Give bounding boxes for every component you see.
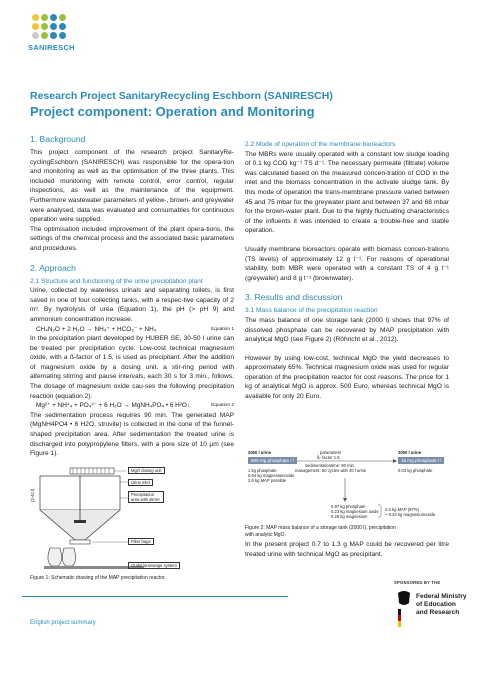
footer-label: English project summary [30, 620, 96, 626]
params-title: parameters [320, 450, 342, 455]
logo-dot [32, 14, 39, 21]
label-outlet: Outlet to sewage system [128, 562, 180, 569]
logo-dot [59, 14, 66, 21]
approach-paragraph-3: The sedimentation process requires 90 min. The generated MAP (MgNH4PO4 • 6 H2O, struvite) is collected in the cone of the funnel-shaped precipitation area. After sedimentation the treated urine is discharged into polypropylene filters, with a pore size of 10 µm (see Figure 1). [30, 411, 234, 458]
approach-heading: 2. Approach [30, 262, 76, 273]
ministry-line-2: of Education [416, 601, 456, 608]
output-title: 2000 l urine [398, 450, 422, 455]
figure-2-caption [245, 525, 396, 539]
output-concentration: 15 mg phosphate / l [398, 457, 444, 464]
params-management: management: 50 cycles with 40 l urine [295, 468, 367, 473]
input-title: 2000 l urine [248, 450, 272, 455]
logo-dot [59, 32, 66, 39]
label-urine-inlet: Urine inlet [128, 479, 153, 486]
footer-divider [22, 596, 288, 597]
background-paragraph-2: The optimisation included improvement of the plant opera-tions, the settings of the chemical process and the associated basic parameters and procedures. [30, 225, 234, 252]
results-heading: 3. Results and discussion [245, 292, 343, 303]
logo-dot [50, 14, 57, 21]
results-subheading: 3.1 Mass balance of the precipitation reaction [245, 307, 378, 315]
params-beta: ß- factor 1.5 [317, 455, 340, 460]
equation-2-label: Equation 2 [211, 403, 234, 409]
ministry-line-1: Federal Ministry [416, 593, 467, 600]
results-paragraph-2: However by using low-cost, technical MgO the yield decreases to approximately 65%. Technical magnesium oxide was used for regular operation of the precipitation reactor for cost reasons. The price for 1 kg of analytical MgO is approx. 500 Euro, whereas technical MgO is available for only 20 Euro. [245, 354, 449, 401]
ministry-name [416, 593, 467, 617]
mbr-subheading: 2.2 Mode of operation of the membrane bioreactors [245, 141, 396, 148]
input-note-1: 1 kg phosphate [248, 468, 277, 473]
params-sedimentation: sedimentationtime: 90 min [305, 463, 354, 468]
figure-2-caption-line-2: with analytic MgO. [245, 532, 286, 538]
label-precipitation-area: Precipitation area with stirrer [128, 491, 164, 503]
figure-1-precipitation-reactor [30, 462, 210, 572]
input-note-3: 2.6 kg MAP possible [248, 478, 287, 483]
result-magnesium: 0.25 kg magnesium [331, 514, 368, 519]
logo-dot [41, 23, 48, 30]
mbr-paragraph-2: Usually membrane bioreactors operate with biomass concen-trations (TS levels) of approximately 12 g l⁻¹. For reasons of operational stability, both MBR were operated with a constant TS of 4 g l⁻¹ (greywater) and 8 g l⁻¹ (brownwater). [245, 245, 449, 282]
result-map: 2.5 kg MAP (97%) [385, 507, 419, 512]
results-paragraph-1: The mass balance of one storage tank (2000 l) shows that 97% of dissolved phosphate can be recovered by MAP precipitation with analytical MgO (see Figure 2) (Röhricht et al., 2012). [245, 316, 449, 344]
approach-paragraph-1: Urine, collected by waterless urinals and separating toilets, is first saved in one of four collecting tanks, with a respec-tive capacity of 2 m³. By hydrolysis of urea (Equation 1), the pH (> pH 9) and ammonium concentration increase. [30, 287, 234, 323]
logo-dot [50, 32, 57, 39]
left-column [30, 134, 234, 459]
ministry-line-3: and Research [416, 609, 460, 616]
approach-subheading: 2.1 Structure and functioning of the urine precipitation plant [30, 277, 203, 285]
output-note: 0.03 kg phosphate [398, 468, 433, 473]
mbr-paragraph-1: The MBRs were usually operated with a constant low sludge loading of 0.1 kg COD kg⁻¹ TS d⁻¹. The necessary permeate (filtrate) volume was calculated based on the measured concen-tration of COD in the inlet and the biomass concentration in the activate sludge tank. By this mode of operation the trans-membrane pressure varied between 45 and 75 mbar for the greywater plant and between 37 and 68 mbar for the brown-water plant. Due to the highly fluctuating characteristics of the influents it was intended to create a trouble-free and stable operation. [245, 150, 449, 235]
right-column [245, 140, 449, 402]
equation-2 [30, 401, 234, 411]
component-title: Project component: Operation and Monitoring [30, 104, 315, 119]
equation-1-label: Equation 1 [211, 326, 234, 332]
logo-dot [50, 23, 57, 30]
figure-2-caption-line-1: Figure 2: MAP mass balance of a storage tank (2000 l), precipitation [245, 525, 396, 531]
project-title: Research Project SanitaryRecycling Eschborn (SANIRESCH) [30, 90, 333, 102]
figure-2-mass-balance [245, 448, 450, 524]
saniresch-logo [20, 12, 80, 72]
equation-2-formula: Mg²⁺ + NH⁴₄ + PO₄³⁻ + 6 H₂O → MgNH₄PO₄ • 6 H²O↓ [36, 402, 191, 410]
reactor-drawing [30, 462, 210, 572]
logo-dot [59, 23, 66, 30]
equation-1-formula: CH₄N₂O + 2 H₂O → NH₄⁺ + HCO₃⁻ + NH₃ [36, 325, 157, 333]
input-note-2: 0.64 kg magnesiumoxide [248, 473, 295, 478]
logo-dot [32, 32, 39, 39]
background-paragraph-1: This project component of the research project SanitaryRe-cyclingEschborn (SANIRESCH) was responsible for the opera-tion and monitoring as well as the optimisation of the three plants. This included monitoring with remote control, error control, regular inspections, as well as the maintenance of the equipment. Furthermore wastewater parameters of yellow-, brown- and greywater were analysed, data was evaluated and consumables for continuous operation were supplied. [30, 149, 234, 224]
sponsored-by-label: SPONSORED BY THE [394, 580, 441, 585]
logo-dot [41, 32, 48, 39]
result-phosphate: 0.97 kg phosphate [331, 504, 366, 509]
input-concentration: 500 mg phosphate / l [248, 457, 297, 464]
result-map-mgo: + 0.23 kg magnesiumoxide [385, 512, 436, 517]
label-filter-bags: Filter bags [128, 538, 154, 545]
closing-paragraph: In the present project 0.7 to 1.3 g MAP could be recovered per litre treated urine with technical MgO as precipitant. [245, 541, 449, 558]
result-magnesium-oxide: 0.23 kg magnesium oxide [331, 509, 379, 514]
logo-wordmark: SANIRESCH [28, 43, 75, 52]
label-mgo-dosing-unit: MgO dosing unit [128, 467, 165, 474]
background-heading: 1. Background [30, 134, 86, 144]
bmbf-logo [394, 589, 474, 637]
logo-dot [41, 14, 48, 21]
label-volume: (2-40 l) [30, 488, 35, 502]
approach-paragraph-2: In the precipitation plant developed by HUBER SE, 30-50 l urine can be treated per precipitation cycle. Low-cost technical magnesium oxide, with a ß-factor of 1.5, is used as precipitant. After the addition of magnesium oxide by a dosing unit, a stir-ring period with alternating stirring and pause intervals, each 30 s for 3 min., follows. The dosage of magnesium oxide cau-ses the following precipitation reaction (equation 2): [30, 335, 234, 400]
figure-1-caption: Figure 1: Schematic drawing of the MAP precipitation reactor. [30, 575, 166, 581]
eagle-flag-icon [394, 589, 414, 629]
logo-dots [32, 14, 80, 39]
logo-dot [32, 23, 39, 30]
equation-1 [30, 325, 234, 335]
